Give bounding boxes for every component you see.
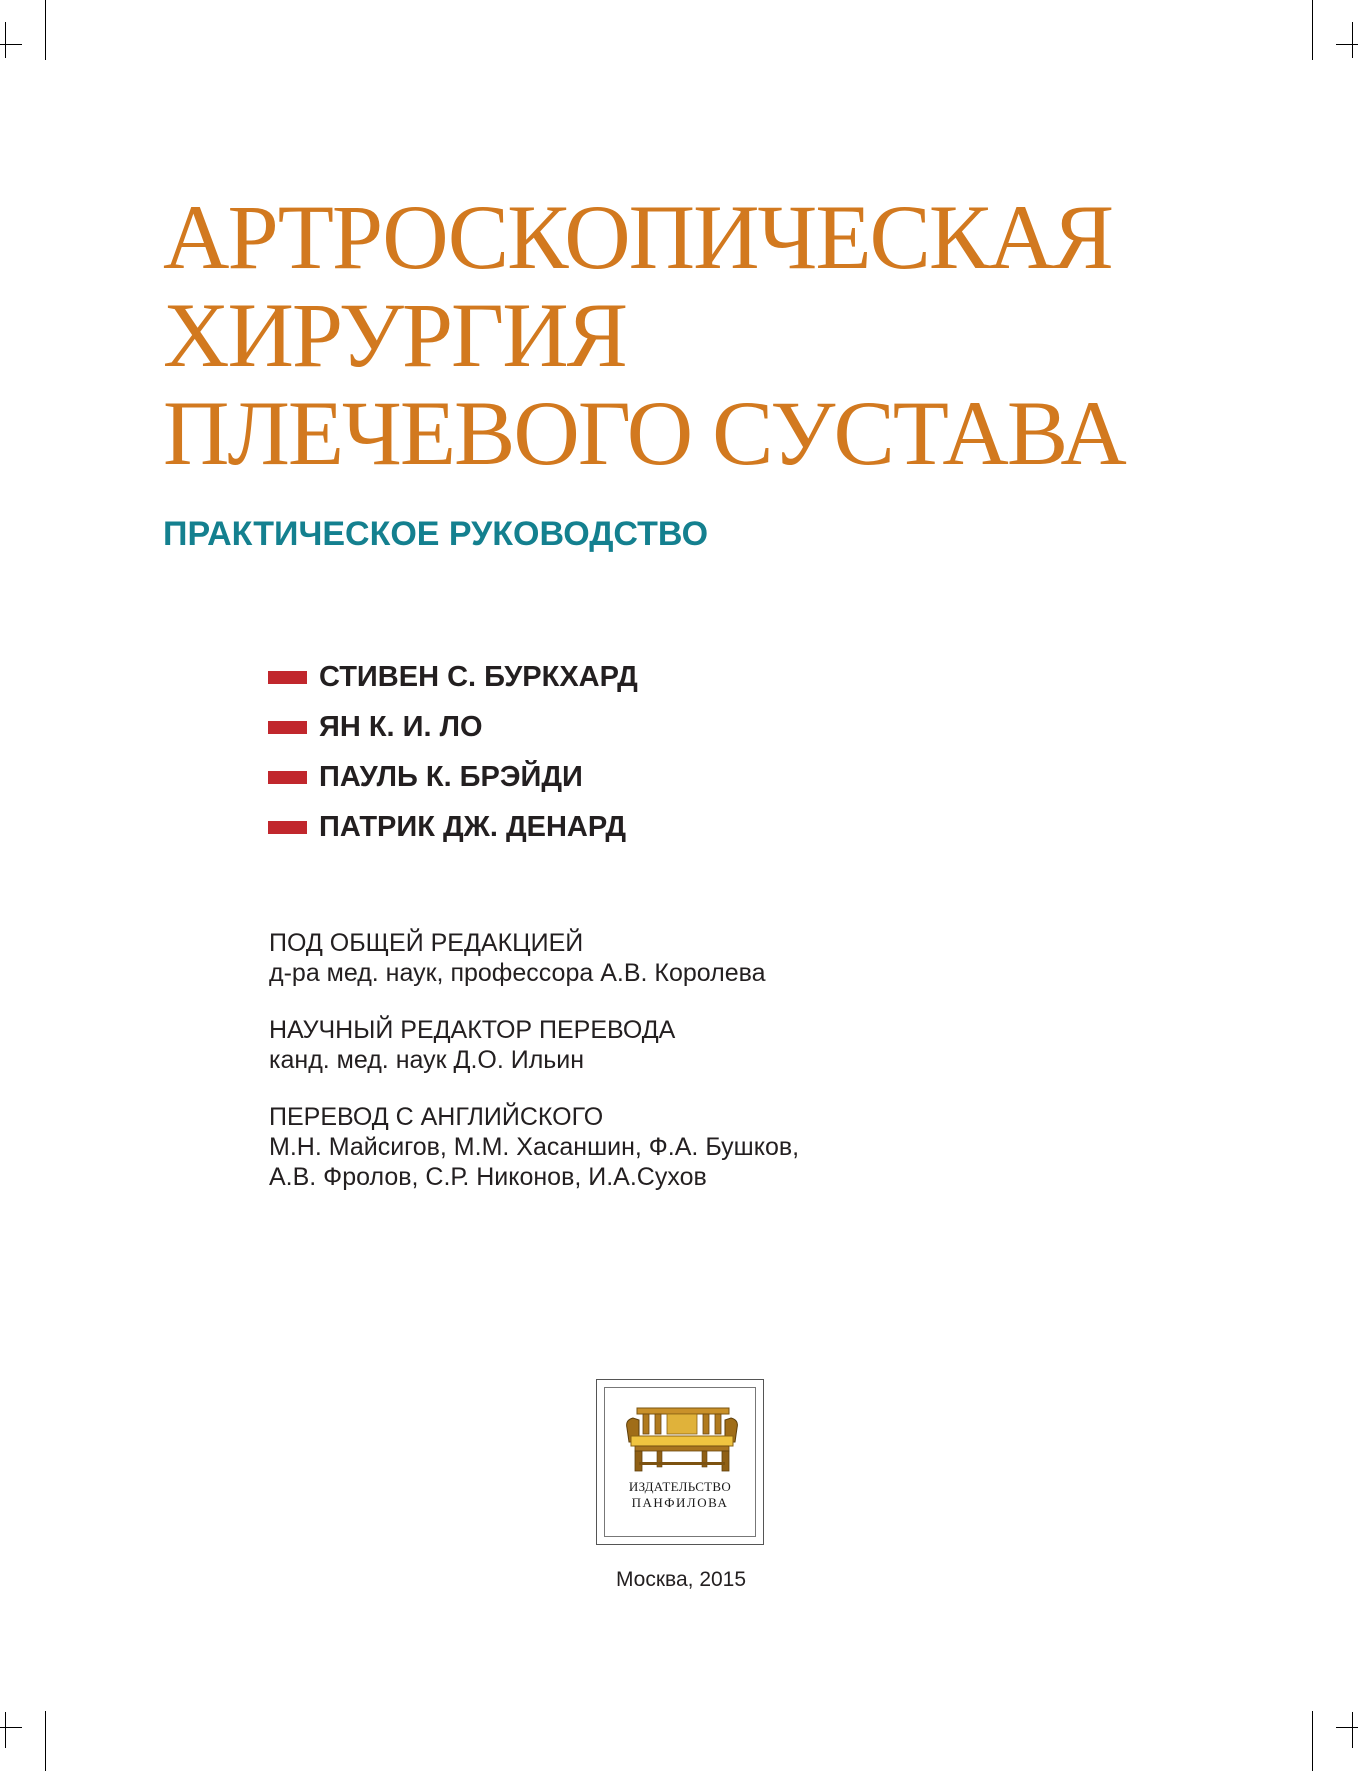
credit-value: А.В. Фролов, С.Р. Никонов, И.А.Сухов [269,1163,707,1191]
author-name: ПАТРИК ДЖ. ДЕНАРД [319,811,627,843]
author-name: ПАУЛЬ К. БРЭЙДИ [319,761,583,793]
author-item [268,652,638,702]
credit-value: д-ра мед. наук, профессора А.В. Королева [269,959,766,987]
author-item [268,752,638,802]
book-title [163,188,1125,482]
crop-mark [0,1727,22,1728]
author-bullet-bar [268,671,307,684]
credit-translation [269,1102,969,1192]
author-name: ЯН К. И. ЛО [319,711,483,743]
book-subtitle: ПРАКТИЧЕСКОЕ РУКОВОДСТВО [163,515,709,553]
author-bullet-bar [268,771,307,784]
credits [269,928,969,1219]
book-title-line: АРТРОСКОПИЧЕСКАЯ [163,186,1113,288]
book-title-line: ХИРУРГИЯ [163,284,627,386]
credit-editor [269,928,969,988]
crop-mark [0,44,22,45]
author-bullet-bar [268,721,307,734]
author-item [268,802,638,852]
author-list [268,652,638,852]
crop-mark [5,22,6,58]
book-title-line: ПЛЕЧЕВОГО СУСТАВА [163,382,1125,484]
credit-label: ПОД ОБЩЕЙ РЕДАКЦИЕЙ [269,929,584,957]
credit-label: ПЕРЕВОД С АНГЛИЙСКОГО [269,1103,604,1131]
credit-value: канд. мед. наук Д.О. Ильин [269,1046,585,1074]
crop-mark [1352,22,1353,58]
author-bullet-bar [268,821,307,834]
crop-mark [1312,1711,1313,1771]
publisher-logo-text: ИЗДАТЕЛЬСТВО [628,1479,732,1494]
crop-mark [45,0,46,60]
publication-place-year: Москва, 2015 [615,1568,747,1591]
crop-mark [1312,0,1313,60]
publisher-logo-inner [604,1387,756,1537]
bench-icon [617,1402,747,1474]
author-name: СТИВЕН С. БУРКХАРД [319,661,638,693]
crop-mark [5,1712,6,1748]
publisher-logo-text: ПАНФИЛОВА [631,1495,729,1510]
crop-mark [1352,1712,1353,1748]
credit-label: НАУЧНЫЙ РЕДАКТОР ПЕРЕВОДА [269,1016,676,1044]
credit-value: М.Н. Майсигов, М.М. Хасаншин, Ф.А. Бушков, [269,1133,800,1161]
crop-mark [45,1711,46,1771]
author-item [268,702,638,752]
crop-mark [1336,44,1358,45]
credit-scientific-editor [269,1015,969,1075]
publisher-logo [596,1379,764,1545]
crop-mark [1336,1727,1358,1728]
